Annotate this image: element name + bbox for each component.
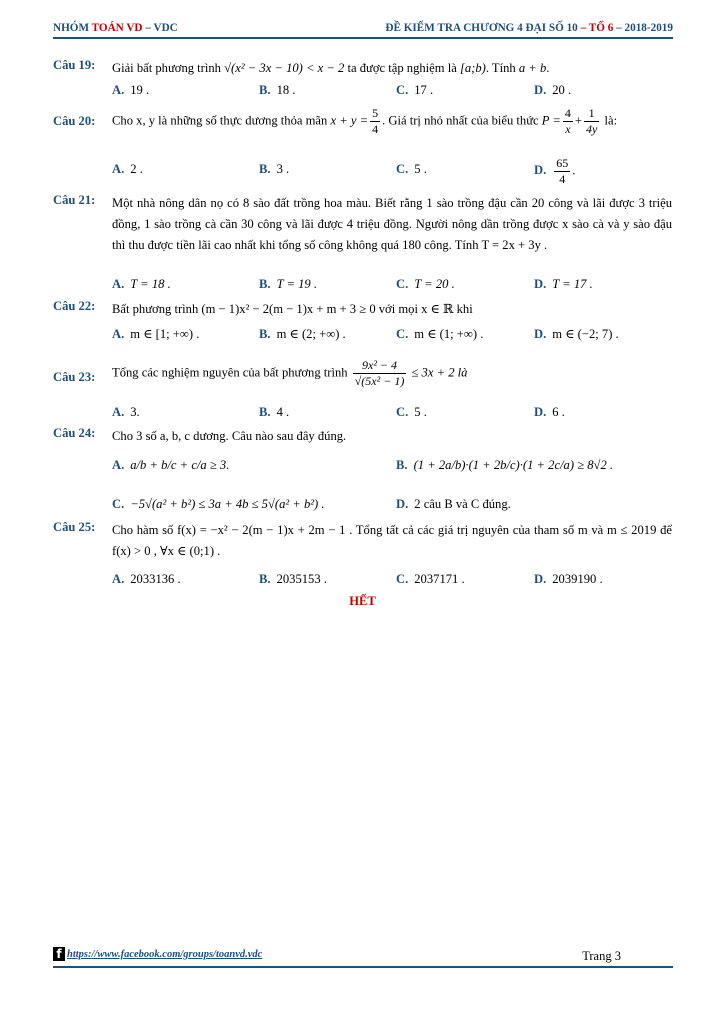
option-a[interactable]: A. 3. [112, 405, 140, 419]
answer-options [112, 277, 672, 297]
option-b[interactable]: B. (1 + 2a/b)·(1 + 2b/c)·(1 + 2c/a) ≥ 8√2 . [396, 458, 614, 472]
option-b[interactable]: B. 2035153 . [259, 572, 327, 586]
option-c[interactable]: C. 5 . [396, 405, 427, 419]
option-d[interactable]: D. m ∈ (−2; 7) . [534, 327, 619, 341]
question-text: Bất phương trình (m − 1)x² − 2(m − 1)x + m + 3 ≥ 0 với mọi x ∈ ℝ khi [112, 302, 473, 316]
header-group-name: NHÓM TOÁN VD – VDC [53, 22, 178, 34]
question-23 [53, 358, 673, 424]
question-number: Câu 24: [53, 426, 96, 440]
question-text: Một nhà nông dân nọ có 8 sào đất trồng hoa màu. Biết rằng 1 sào trồng đậu cần 20 công và lãi được 3 triệu đồng, 1 sào trồng cà cần 30 công và lãi được 4 triệu đồng. Người nông dần trồng được x sào cà và y sào đậu thì thu được tiền lãi cao nhất khi tổng số công không quá 180 công. Tính T = 2x + 3y . [112, 196, 672, 252]
option-a[interactable]: A. 2033136 . [112, 572, 181, 586]
question-24 [53, 426, 673, 516]
answer-options-row2 [112, 497, 672, 517]
option-d[interactable]: D. T = 17 . [534, 277, 593, 291]
option-b[interactable]: B. 18 . [259, 83, 296, 97]
question-22 [53, 299, 673, 349]
option-c[interactable]: C. 5 . [396, 162, 427, 176]
footer-divider [53, 966, 673, 968]
option-c[interactable]: C. 2037171 . [396, 572, 465, 586]
question-19 [53, 58, 673, 100]
option-a[interactable]: A. m ∈ [1; +∞) . [112, 327, 200, 341]
option-d[interactable]: D. $\frac{65}{4}$ . [534, 156, 576, 186]
answer-options [112, 572, 672, 592]
option-c[interactable]: C. 17 . [396, 83, 434, 97]
option-a[interactable]: A. 19 . [112, 83, 150, 97]
page-number: Trang 3 [582, 949, 621, 963]
option-a[interactable]: A. 2 . [112, 162, 143, 176]
question-text: Tổng các nghiệm nguyên của bất phương trình $\frac{\text{9x² − 4}}{\text{√(5x² − 1)}}$ ≤ 3x + 2 là [112, 358, 468, 388]
option-d[interactable]: D. 2039190 . [534, 572, 603, 586]
question-number: Câu 23: [53, 370, 96, 384]
header-exam-title: ĐỀ KIỂM TRA CHƯƠNG 4 ĐẠI SỐ 10 – TỔ 6 – 2018-2019 [385, 22, 673, 34]
question-number: Câu 25: [53, 520, 96, 534]
question-number: Câu 19: [53, 58, 96, 72]
facebook-group-link[interactable]: https://www.facebook.com/groups/toanvd.vdc [67, 949, 263, 960]
option-b[interactable]: B. T = 19 . [259, 277, 318, 291]
page-footer [53, 947, 621, 967]
option-b[interactable]: B. 3 . [259, 162, 290, 176]
question-number: Câu 22: [53, 299, 96, 313]
question-25 [53, 520, 673, 592]
question-text: Cho 3 số a, b, c dương. Câu nào sau đây đúng. [112, 429, 347, 443]
facebook-icon: f [53, 947, 65, 961]
option-b[interactable]: B. m ∈ (2; +∞) . [259, 327, 346, 341]
answer-options [112, 326, 672, 346]
option-d[interactable]: D. 2 câu B và C đúng. [396, 497, 511, 511]
option-a[interactable]: A. T = 18 . [112, 277, 171, 291]
answer-options [112, 405, 672, 425]
question-number: Câu 20: [53, 114, 96, 128]
question-number: Câu 21: [53, 193, 96, 207]
option-a[interactable]: A. a/b + b/c + c/a ≥ 3. [112, 458, 230, 472]
answer-options [112, 83, 672, 103]
answer-options [112, 156, 672, 186]
question-text: Cho x, y là những số thực dương thỏa mãn x + y = $\frac{5}{4}$ . Giá trị nhỏ nhất của biểu thức P = $\frac{4}{x}$ + $\frac{1}{4y}$ là: [112, 106, 618, 136]
option-c[interactable]: C. −5√(a² + b²) ≤ 3a + 4b ≤ 5√(a² + b²) . [112, 497, 325, 511]
option-d[interactable]: D. 6 . [534, 405, 565, 419]
option-c[interactable]: C. T = 20 . [396, 277, 455, 291]
option-d[interactable]: D. 20 . [534, 83, 572, 97]
end-marker: HẾT [349, 594, 376, 608]
question-text: Giải bất phương trình √(x² − 3x − 10) < x − 2 ta được tập nghiệm là [a;b). Tính a + b. [112, 61, 550, 75]
answer-options-row1 [112, 458, 672, 478]
question-20 [53, 106, 673, 186]
header-divider [53, 37, 673, 39]
question-21 [53, 193, 673, 297]
page-header [53, 20, 673, 38]
option-c[interactable]: C. m ∈ (1; +∞) . [396, 327, 484, 341]
option-b[interactable]: B. 4 . [259, 405, 290, 419]
question-text: Cho hàm số f(x) = −x² − 2(m − 1)x + 2m − 1 . Tổng tất cả các giá trị nguyên của tham số m và m ≤ 2019 để f(x) > 0 , ∀x ∈ (0;1) . [112, 523, 672, 558]
